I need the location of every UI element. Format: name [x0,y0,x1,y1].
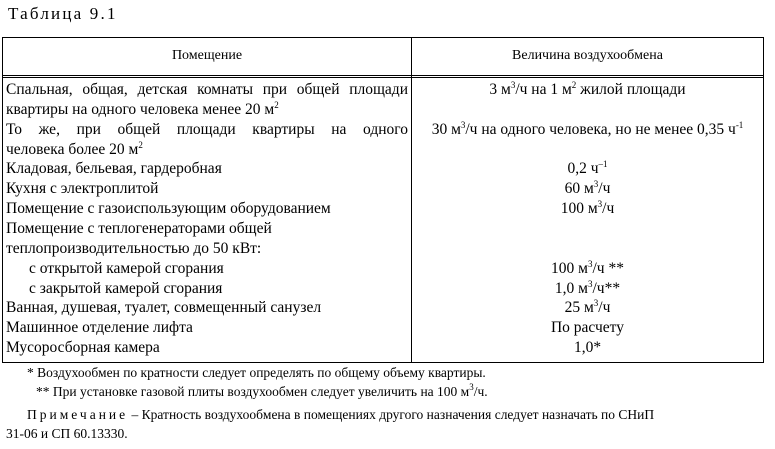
ventilation-table [2,37,764,363]
row-same-room: То же, при общей площади квартиры на одного человека более 20 $м^2$ [6,121,408,158]
row-kitchen-air: 60 $м^3/ч$ [564,179,611,197]
row-storage-air: 0,2 $ч^{-1}$ [567,159,608,177]
row-storage-room: Кладовая, бельевая, гардеробная [6,160,222,177]
row-gas-room: Помещение с газоиспользующим оборудованием [6,200,331,217]
note-label: Примечание [27,407,129,422]
row-closed-chamber-air: 1,0 $м^3/ч**$ [554,279,621,297]
row-elevator-room: Машинное отделение лифта [6,319,193,336]
row-gas-air: 100 $м^3/ч$ [560,199,615,217]
table-note-line2: 31-06 и СП 60.13330. [6,426,128,441]
footnote-2: ** При установке газовой плиты воздухообмен следует увеличить на 100 $м^3/ч$. [36,382,488,399]
row-open-chamber-air: 100 $м^3/ч$ ** [551,259,624,277]
header-divider [3,75,763,76]
row-bedroom-room: Спальная, общая, детская комнаты при общей площади квартиры на одного человека менее 20 $м^2$ [6,81,408,118]
footnote-1: * Воздухообмен по кратности следует определять по общему объему квартиры. [27,365,486,380]
header-air-exchange: Величина воздухообмена [512,48,663,63]
row-closed-chamber-room: с закрытой камерой сгорания [29,280,223,297]
row-bedroom-air: 3 $м^3/ч$ на 1 $м^2$ жилой площади [489,80,686,98]
row-garbage-air: 1,0* [573,339,602,356]
row-same-air: 30 $м^3/ч$ на одного человека, но не менее 0,35 $ч^{-1}$ [431,120,744,138]
header-room: Помещение [171,48,243,63]
row-heatgen-room: Помещение с теплогенераторами общей теплопроизводительностью до 50 кВт: [6,220,272,257]
row-bathroom-room: Ванная, душевая, туалет, совмещенный санузел [6,299,322,316]
row-garbage-room: Мусоросборная камера [6,339,160,356]
row-elevator-air: По расчету [550,319,624,336]
row-kitchen-room: Кухня с электроплитой [6,180,159,197]
table-note: Примечание – Кратность воздухообмена в помещениях другого назначения следует назначать по СНиП [27,407,655,422]
row-open-chamber-room: с открытой камерой сгорания [29,260,224,277]
row-bathroom-air: 25 $м^3/ч$ [564,298,611,316]
table-caption: Таблица 9.1 [8,4,118,23]
header-divider-double [3,77,763,78]
